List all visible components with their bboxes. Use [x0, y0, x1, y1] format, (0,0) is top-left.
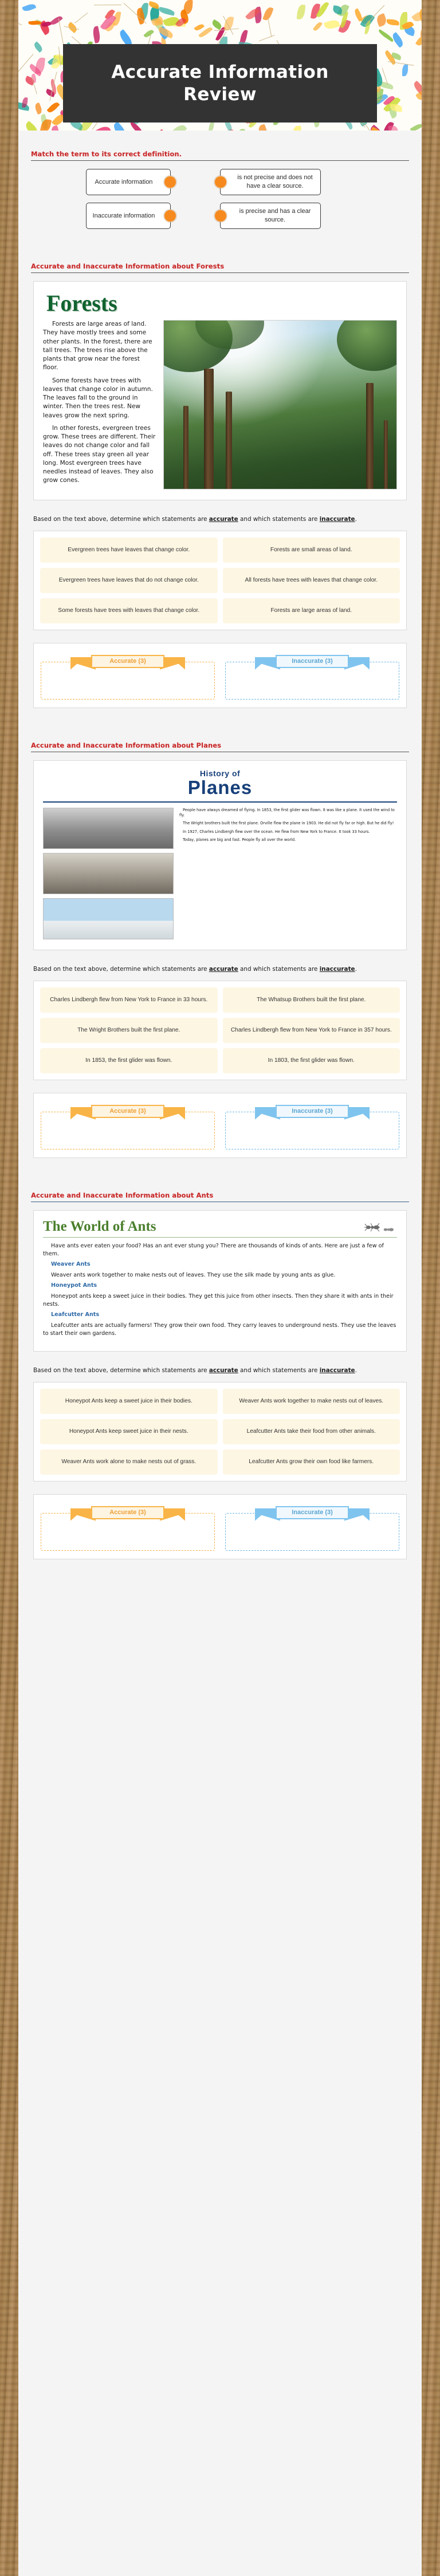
- instruction-part3: .: [355, 965, 357, 973]
- instruction-accurate-word: accurate: [209, 1366, 238, 1374]
- article-title-planes: [43, 769, 397, 797]
- divider: [31, 272, 409, 273]
- statement-card[interactable]: Weaver Ants work together to make nests out of leaves.: [223, 1389, 400, 1414]
- instruction-accurate-word: accurate: [209, 965, 238, 973]
- instruction-part3: .: [355, 1366, 357, 1374]
- section-heading-ants: Accurate and Inaccurate Information about Ants: [31, 1191, 214, 1199]
- instruction-planes: [33, 965, 407, 974]
- statement-card[interactable]: Charles Lindbergh flew from New York to France in 33 hours.: [40, 987, 218, 1013]
- wright-brothers-photo: [43, 853, 174, 894]
- instruction-inaccurate-word: inaccurate: [319, 965, 355, 973]
- ant-group-name: Honeypot Ants: [51, 1282, 97, 1289]
- divider: [43, 801, 397, 803]
- statement-card[interactable]: The Whatsup Brothers built the first plane.: [223, 987, 400, 1013]
- dropzone-inaccurate-column: [225, 1103, 399, 1149]
- instruction-part1: Based on the text above, determine which statements are: [33, 515, 209, 523]
- matching-definition-label: is not precise and does not have a clear source.: [237, 174, 313, 189]
- glider-photo: [43, 808, 174, 849]
- instruction-part1: Based on the text above, determine which statements are: [33, 965, 209, 973]
- matching-definition-2[interactable]: [220, 203, 321, 229]
- dropzones-planes: [33, 1093, 407, 1158]
- connector-dot-icon[interactable]: [214, 210, 227, 222]
- paragraph: Honeypot ants keep a sweet juice in their bodies. They get this juice from other insects. Then they share it with ants in their nests.: [43, 1293, 394, 1307]
- inaccurate-ribbon: [276, 1105, 349, 1118]
- divider: [43, 1237, 397, 1238]
- statement-card[interactable]: The Wright Brothers built the first plane.: [40, 1018, 218, 1043]
- accurate-ribbon: [91, 655, 164, 668]
- accurate-ribbon: [91, 1105, 164, 1118]
- statement-card[interactable]: Honeypot Ants keep a sweet juice in their bodies.: [40, 1389, 218, 1414]
- inaccurate-label: Inaccurate (3): [292, 1509, 333, 1516]
- dropzone-accurate-column: [41, 1103, 215, 1149]
- paragraph: Have ants ever eaten your food? Has an ant ever stung you? There are thousands of kinds of ants. Here are just a few of them.: [43, 1242, 384, 1258]
- instruction-inaccurate-word: inaccurate: [319, 515, 355, 523]
- statement-card[interactable]: Some forests have trees with leaves that change color.: [40, 598, 218, 623]
- dropzone-accurate-column: [41, 1504, 215, 1551]
- paragraph: In 1927, Charles Lindbergh flew over the ocean. He flew from New York to France. It took 33 hours.: [183, 829, 370, 834]
- planes-photo-column: [43, 808, 174, 939]
- accurate-label: Accurate (3): [109, 658, 146, 665]
- page-title-line1: Accurate Information: [111, 61, 329, 82]
- connector-dot-icon[interactable]: [164, 176, 176, 188]
- dropzones-ants: [33, 1494, 407, 1559]
- statement-card[interactable]: In 1803, the first glider was flown.: [223, 1048, 400, 1073]
- statement-card[interactable]: Evergreen trees have leaves that change color.: [40, 538, 218, 563]
- dropzone-inaccurate-column: [225, 653, 399, 700]
- instruction-part2: and which statements are: [238, 515, 320, 523]
- dropzone-accurate-column: [41, 653, 215, 700]
- matching-row: [33, 169, 407, 195]
- matching-heading: Match the term to its correct definition.: [31, 150, 182, 158]
- ant-group-name: Leafcutter Ants: [51, 1311, 100, 1318]
- page-title: [111, 61, 328, 106]
- statement-card[interactable]: Leafcutter Ants grow their own food like farmers.: [223, 1449, 400, 1475]
- inaccurate-ribbon: [276, 1506, 349, 1519]
- connector-dot-icon[interactable]: [164, 210, 176, 222]
- wood-rail-left: [0, 0, 18, 2576]
- paragraph: People have always dreamed of flying. In 1853, the first glider was flown. It was like a plane. It used the wind to fly.: [179, 807, 395, 817]
- paragraph: Today, planes are big and fast. People fly all over the world.: [183, 837, 296, 843]
- statements-planes: [33, 981, 407, 1080]
- matching-term-label: Inaccurate information: [92, 212, 155, 219]
- statement-card[interactable]: All forests have trees with leaves that change color.: [223, 568, 400, 593]
- statements-forests: [33, 531, 407, 630]
- article-forests: [33, 281, 407, 500]
- statement-card[interactable]: Forests are small areas of land.: [223, 538, 400, 563]
- worksheet-page: [18, 0, 422, 2576]
- article-ants: [33, 1210, 407, 1352]
- planes-title-line1: History of: [199, 768, 241, 778]
- paragraph: In other forests, evergreen trees grow. These trees are different. Their leaves do not change color and fall off. These trees stay green all year long. Most evergreen trees have needles instead of leaves. They also grow cones.: [43, 424, 156, 484]
- matching-exercise: [33, 169, 407, 229]
- paragraph: Forests are large areas of land. They have mostly trees and some other plants. In the forest, there are tall trees. The trees rise above the plants that grow near the forest floor.: [43, 321, 152, 372]
- divider: [31, 160, 409, 161]
- article-title-ants: The World of Ants: [43, 1218, 156, 1234]
- instruction-part1: Based on the text above, determine which statements are: [33, 1366, 209, 1374]
- article-text-forests: [43, 320, 156, 489]
- paragraph: The Wright brothers built the first plane. Orville flew the plane in 1903. He did not fly far or high. But he did fly!: [183, 821, 394, 826]
- statement-card[interactable]: Honeypot Ants keep sweet juice in their nests.: [40, 1419, 218, 1444]
- matching-term-label: Accurate information: [95, 178, 153, 185]
- statement-card[interactable]: Forests are large areas of land.: [223, 598, 400, 623]
- matching-term-accurate[interactable]: [86, 169, 171, 195]
- paragraph: Weaver ants work together to make nests out of leaves. They use the silk made by young ants as glue.: [51, 1271, 336, 1278]
- statement-card[interactable]: Charles Lindbergh flew from New York to France in 357 hours.: [223, 1018, 400, 1043]
- accurate-label: Accurate (3): [109, 1509, 146, 1516]
- accurate-ribbon: [91, 1506, 164, 1519]
- connector-dot-icon[interactable]: [214, 176, 227, 188]
- matching-definition-label: is precise and has a clear source.: [239, 208, 311, 223]
- inaccurate-ribbon: [276, 655, 349, 668]
- accurate-label: Accurate (3): [109, 1108, 146, 1115]
- instruction-part2: and which statements are: [238, 1366, 320, 1374]
- paragraph: Leafcutter ants are actually farmers! They grow their own food. They carry leaves to underground nests. They use the leaves to start their own gardens.: [43, 1322, 396, 1337]
- inaccurate-label: Inaccurate (3): [292, 1108, 333, 1115]
- matching-term-inaccurate[interactable]: [86, 203, 171, 229]
- paragraph: Some forests have trees with leaves that change color in autumn. The leaves fall to the ground in winter. Then the trees rest. New leaves grow the next spring.: [43, 377, 153, 419]
- section-heading-forests: Accurate and Inaccurate Information about Forests: [31, 262, 225, 270]
- instruction-ants: [33, 1366, 407, 1375]
- instruction-forests: [33, 515, 407, 524]
- statement-card[interactable]: Evergreen trees have leaves that do not change color.: [40, 568, 218, 593]
- forest-photo: [163, 320, 397, 489]
- statement-card[interactable]: Weaver Ants work alone to make nests out of grass.: [40, 1449, 218, 1475]
- wood-rail-right: [422, 0, 440, 2576]
- title-banner: [63, 44, 377, 123]
- statement-card[interactable]: In 1853, the first glider was flown.: [40, 1048, 218, 1073]
- inaccurate-label: Inaccurate (3): [292, 658, 333, 665]
- dropzones-forests: [33, 643, 407, 708]
- article-planes: [33, 760, 407, 950]
- statements-ants: [33, 1382, 407, 1481]
- page-title-line2: Review: [183, 84, 257, 105]
- modern-plane-photo: [43, 898, 174, 939]
- section-heading-planes: Accurate and Inaccurate Information about Planes: [31, 741, 222, 749]
- matching-row: [33, 203, 407, 229]
- instruction-inaccurate-word: inaccurate: [319, 1366, 355, 1374]
- article-title-forests: Forests: [46, 290, 117, 316]
- page-header: [18, 0, 422, 131]
- instruction-part3: .: [355, 515, 357, 523]
- instruction-part2: and which statements are: [238, 965, 320, 973]
- instruction-accurate-word: accurate: [209, 515, 238, 523]
- ant-icon: [360, 1220, 394, 1235]
- dropzone-inaccurate-column: [225, 1504, 399, 1551]
- matching-definition-1[interactable]: [220, 169, 321, 195]
- article-text-planes: [179, 808, 397, 939]
- ant-group-name: Weaver Ants: [51, 1261, 91, 1268]
- planes-title-line2: Planes: [187, 776, 253, 798]
- article-text-ants: [43, 1242, 397, 1338]
- statement-card[interactable]: Leafcutter Ants take their food from other animals.: [223, 1419, 400, 1444]
